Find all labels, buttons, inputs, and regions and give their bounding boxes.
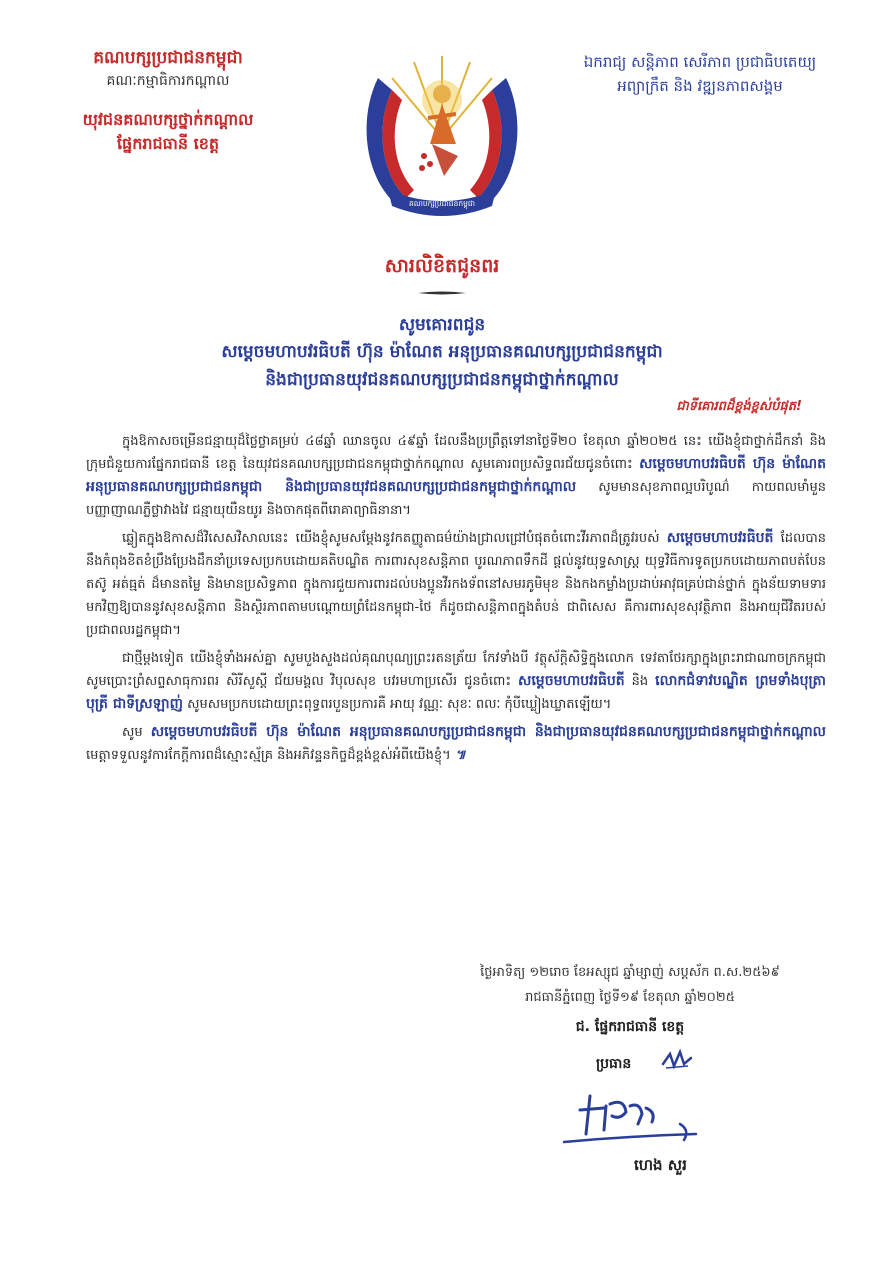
on-behalf-of: ជ. ផ្នែករាជធានី ខេត្ត — [575, 1019, 685, 1035]
p3-honoree: សម្ដេចមហាបវរធិបតី — [518, 673, 625, 689]
p1-text-a: ក្នុងឱកាសចម្រើនជន្មាយុដ៏ថ្លៃថ្លាគម្រប់ ៤៨ឆ្នាំ ឈានចូល ៤៩ឆ្នាំ ដែលនឹងប្រព្រឹត្តទៅនាថ្ងៃទី២០ ខែតុលា ឆ្នាំ២០២៥ នេះ យើងខ្ញុំជាថ្នាក់ដឹកនាំ និងក្រុមជំនួយការផ្នែករាជធានី ខេត្ត នៃយុវជនគណបក្សប្រជាជនកម្ពុជាថ្នាក់កណ្ដាល សូមគោរពប្រសិទ្ធពរជ័យជូនចំពោះ — [86, 434, 826, 472]
p1-text-c: សូមមានសុខភាពល្អបរិបូណ៌ កាយពលមាំមួន បញ្ញាញាណភ្លឺថ្លាវាងវៃ ជន្មាយុយឺនយូរ និងចាកផុតពីរោគាព្យាធិនានា។ — [86, 480, 826, 518]
party-name: គណបក្សប្រជាជនកម្ពុជា — [93, 48, 243, 68]
motto-line2: អព្យាក្រឹត និង វឌ្ឍនភាពសង្គម — [617, 77, 783, 95]
p1-honoree: សម្ដេចមហាបវរធិបតី ហ៊ុន ម៉ាណែត អនុប្រធានគណបក្សប្រជាជនកម្ពុជា និងជាប្រធានយុវជនគណបក្សប្រជាជនកម្ពុជាថ្នាក់កណ្ដាល — [86, 456, 827, 495]
p4-text-a: សូម — [122, 725, 143, 740]
logo-ribbon-text: គណបក្សប្រជាជនកម្ពុជា — [409, 199, 475, 208]
paragraph-3 — [86, 647, 826, 716]
end-mark: ៕ — [454, 748, 466, 763]
p4-honoree: សម្ដេចមហាបវរធិបតី ហ៊ុន ម៉ាណែត អនុប្រធានគណបក្សប្រជាជនកម្ពុជា និងជាប្រធានយុវជនគណបក្សប្រជាជនកម្ពុជាថ្នាក់កណ្ដាល — [150, 724, 826, 740]
addressee-position: និងជាប្រធានយុវជនគណបក្សប្រជាជនកម្ពុជាថ្នាក់កណ្ដាល — [265, 370, 619, 390]
date-block — [420, 960, 840, 1042]
addressee-salutation: ជាទីគោរពដ៏ខ្ពង់ខ្ពស់បំផុត! — [676, 399, 802, 414]
letter-body — [86, 430, 826, 772]
youth-central: យុវជនគណបក្សថ្នាក់កណ្ដាល — [82, 110, 254, 129]
central-committee: គណៈកម្មាធិការកណ្ដាល — [106, 73, 230, 89]
signer-position: ប្រធាន — [596, 1056, 632, 1072]
p3-text-e: សូមសមប្រកបដោយព្រះពុទ្ធពរបួនប្រការគឺ អាយុ វណ្ណៈ សុខៈ ពលៈ កុំបីឃ្លៀងឃ្លាតឡើយ។ — [187, 697, 612, 712]
kingdom-motto — [560, 50, 840, 98]
initial-mark — [660, 1048, 694, 1072]
addressee-block — [0, 312, 884, 394]
paragraph-1 — [86, 430, 826, 522]
motto-line1: ឯករាជ្យ សន្តិភាព សេរីភាព ប្រជាធិបតេយ្យ — [583, 53, 817, 71]
signer-name: ហេង សួរ — [634, 1156, 687, 1174]
addressee-greeting: សូមគោរពជូន — [398, 315, 486, 335]
party-logo — [358, 48, 526, 226]
document-title: សារលិខិតជូនពរ — [384, 255, 500, 277]
lunar-date: ថ្ងៃអាទិត្យ ១២រោច ខែអស្សុជ ឆ្នាំម្សាញ់ សប្តស័ក ព.ស.២៥៦៩ — [480, 965, 780, 980]
p2-text-a: ឆ្លៀតក្នុងឱកាសដ៏វិសេសវិសាលនេះ យើងខ្ញុំសូមសម្ដែងនូវកតញ្ញូតាធម៌យ៉ាងជ្រាលជ្រៅបំផុតចំពោះវីរភាពដ៏ត្រូវរបស់ — [122, 531, 660, 546]
issuer-header — [48, 46, 288, 156]
p3-text-a: ជាថ្មីម្ដងទៀត យើងខ្ញុំទាំងអស់គ្នា សូមបួងសួងដល់គុណបុណ្យព្រះរតនត្រ័យ កែវទាំងបី វត្ថុស័ក្តិសិទ្ធិក្នុងលោក ទេវតាថែរក្សាក្នុងព្រះរាជាណាចក្រកម្ពុជា សូមប្រោះព្រំសព្ទសាធុការពរ សិរីសួស្ដី ជ័យមង្គល វិបុលសុខ បវរមហាប្រសើរ ជូនចំពោះ — [86, 651, 826, 689]
paragraph-2 — [86, 527, 826, 642]
solar-date: រាជធានីភ្នំពេញ ថ្ងៃទី១៩ ខែតុលា ឆ្នាំ២០២៥ — [525, 990, 735, 1005]
p4-text-c: មេត្តាទទួលនូវការកែក្តីការពដ៏ស្មោះស្ម័គ្រ និងអភិវន្ទនកិច្ចដ៏ខ្ពង់ខ្ពស់អំពីយើងខ្ញុំ។ — [86, 748, 451, 763]
p3-spouse: លោកជំទាវបណ្ឌិត ព្រមទាំងបុត្រា បុត្រី ជាទីស្រឡាញ់ — [86, 673, 826, 712]
handwritten-signature — [560, 1090, 710, 1150]
p2-text-c: ដែលបាននឹងកំពុងខិតខំប្រឹងប្រែងដឹកនាំប្រទេសប្រកបដោយគតិបណ្ឌិត ការពារសុខសន្តិភាព បូរណភាពទឹកដី ផ្ដល់នូវយុទ្ធសាស្ត្រ យុទ្ធវិធីការទូតប្រកបដោយភាពបត់បែន តស៊ូ អត់ធ្មត់ ដ៏មានតម្លៃ និងមានប្រសិទ្ធភាព ក្នុងការជួយការពារដល់បងប្អូនវីរកងទ័ពនៅសមរភូមិមុខ និងកងកម្លាំងប្រដាប់អាវុធគ្រប់ជាន់ថ្នាក់ ក្នុងន័យទាមទារមកវិញឱ្យបាននូវសុខសន្តិភាព និងស្ថិរភាពតាមបណ្ដោយព្រំដែនកម្ពុជា-ថៃ ក៏ដូចជាសន្តិភាពក្នុងតំបន់ ជាពិសេស គឺការពារសុខសុវត្ថិភាព និងអាយុជីវិតរបស់ប្រជាពលរដ្ឋកម្ពុជា។ — [86, 531, 827, 638]
paragraph-4 — [86, 721, 826, 767]
title-ornament — [416, 290, 468, 296]
p3-text-c: និង — [631, 674, 649, 689]
capital-provincial-section: ផ្នែករាជធានី ខេត្ត — [116, 134, 220, 153]
addressee-name: សម្ដេចមហាបវរធិបតី ហ៊ុន ម៉ាណែត អនុប្រធានគណបក្សប្រជាជនកម្ពុជា — [221, 342, 663, 362]
p2-honoree: សម្ដេចមហាបវរធិបតី — [666, 530, 774, 546]
